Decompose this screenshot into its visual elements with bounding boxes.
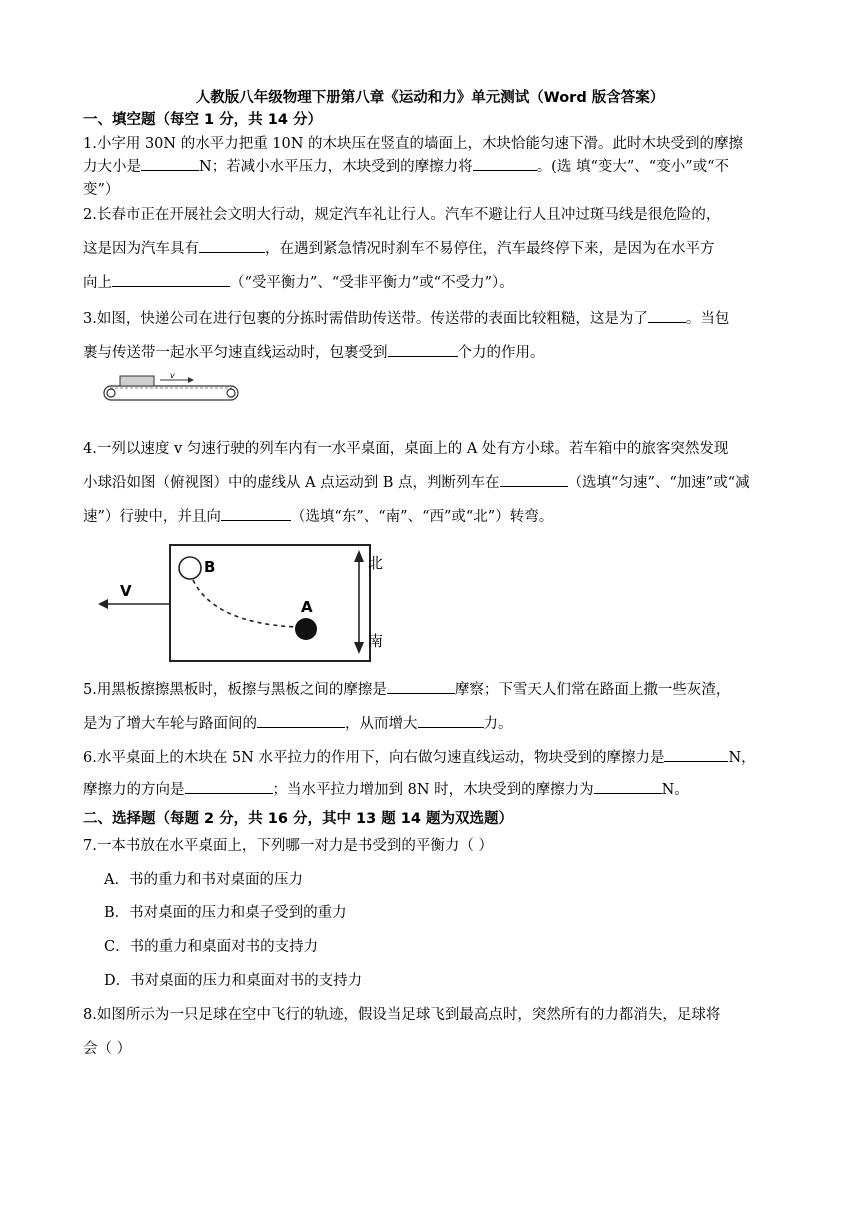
q2-line-1: 2.长春市正在开展社会文明大行动，规定汽车礼让行人。汽车不避让行人且冲过斑马线是很危险的， <box>83 207 721 223</box>
south-arrowhead <box>354 642 364 654</box>
q5-blank-1 <box>387 679 455 694</box>
q1-blank-1 <box>141 156 199 171</box>
q7-option-c[interactable]: C．书的重力和桌面对书的支持力 <box>104 939 319 955</box>
q7-option-d[interactable]: D．书对桌面的压力和桌面对书的支持力 <box>104 973 363 989</box>
right-roller <box>227 389 235 397</box>
point-b-ball <box>179 557 201 579</box>
q3-line-1: 3.如图，快递公司在进行包裹的分拣时需借助传送带。传送带的表面比较粗糙，这是为了 。当包 <box>83 307 729 328</box>
document-title: 人教版八年级物理下册第八章《运动和力》单元测试（Word 版含答案） <box>195 90 665 106</box>
parcel-box <box>120 376 154 386</box>
section-fill-in-heading: 一、填空题（每空 1 分，共 14 分） <box>83 112 322 128</box>
q7-option-b[interactable]: B．书对桌面的压力和桌子受到的重力 <box>104 905 347 921</box>
velocity-label: v <box>170 371 175 380</box>
q4-line-2: 小球沿如图（俯视图）中的虚线从 A 点运动到 B 点，判断列车在 （选填“匀速”、“加速”或“减 <box>83 471 750 492</box>
q6-blank-3 <box>594 779 662 794</box>
q2-line-2: 这是因为汽车具有 ，在遇到紧急情况时刹车不易停住，汽车最终停下来，是因为在水平方 <box>83 237 715 258</box>
train-table-figure <box>96 543 396 665</box>
compass-north-south <box>352 548 392 658</box>
q2-blank-1 <box>199 238 265 253</box>
q7-stem: 7.一本书放在水平桌面上，下列哪一对力是书受到的平衡力（ ） <box>83 838 493 854</box>
section-choice-heading: 二、选择题（每题 2 分，共 16 分，其中 13 题 14 题为双选题） <box>83 811 514 827</box>
q6-blank-1 <box>664 747 728 762</box>
q4-line-1: 4.一列以速度 v 匀速行驶的列车内有一水平桌面，桌面上的 A 处有方小球。若车箱中的旅客突然发现 <box>83 441 729 457</box>
q1-line-3: 变”） <box>83 182 120 198</box>
q4-blank-2 <box>221 506 291 521</box>
left-roller <box>107 389 115 397</box>
q4-blank-1 <box>500 472 568 487</box>
q3-line-2: 裹与传送带一起水平匀速直线运动时，包裹受到 个力的作用。 <box>83 341 545 362</box>
north-arrowhead <box>354 550 364 562</box>
q6-line-2: 摩擦力的方向是 ；当水平拉力增加到 8N 时，木块受到的摩擦力为 N。 <box>83 778 689 799</box>
q1-blank-2 <box>473 156 537 171</box>
q5-blank-2 <box>257 713 345 728</box>
q5-blank-3 <box>418 713 484 728</box>
point-a-label: A <box>301 598 313 616</box>
q3-blank-1 <box>648 308 686 323</box>
north-label: 北 <box>368 554 384 572</box>
q7-option-a[interactable]: A．书的重力和书对桌面的压力 <box>104 872 303 888</box>
train-velocity-label: V <box>120 582 132 600</box>
q2-line-3: 向上 （“受平衡力”、“受非平衡力”或“不受力”）。 <box>83 271 514 292</box>
q8-line-2: 会（ ） <box>83 1041 132 1057</box>
q8-line-1: 8.如图所示为一只足球在空中飞行的轨迹，假设当足球飞到最高点时，突然所有的力都消失，足球将 <box>83 1007 721 1023</box>
q3-blank-2 <box>388 342 458 357</box>
point-a-ball <box>295 618 317 640</box>
q1-line-2: 力大小是 N；若减小水平压力，木块受到的摩擦力将 。(选 填“变大”、“变小”或“不 <box>83 155 729 176</box>
q4-line-3: 速”）行驶中，并且向 （选填“东”、“南”、“西”或“北”）转弯。 <box>83 505 553 526</box>
point-b-label: B <box>204 558 216 576</box>
q2-blank-2 <box>112 272 230 287</box>
q6-line-1: 6.水平桌面上的木块在 5N 水平拉力的作用下，向右做匀速直线运动，物块受到的摩擦力是 N， <box>83 746 756 767</box>
q6-blank-2 <box>185 779 273 794</box>
south-label: 南 <box>368 632 384 650</box>
q1-line-1: 1.小字用 30N 的水平力把重 10N 的木块压在竖直的墙面上，木块恰能匀速下滑。此时木块受到的摩擦 <box>83 136 744 152</box>
conveyor-belt-figure <box>96 370 246 412</box>
q5-line-1: 5.用黑板擦擦黑板时，板擦与黑板之间的摩擦是 摩察；下雪天人们常在路面上撒一些灰渣， <box>83 678 730 699</box>
q5-line-2: 是为了增大车轮与路面间的 ，从而增大 力。 <box>83 712 513 733</box>
